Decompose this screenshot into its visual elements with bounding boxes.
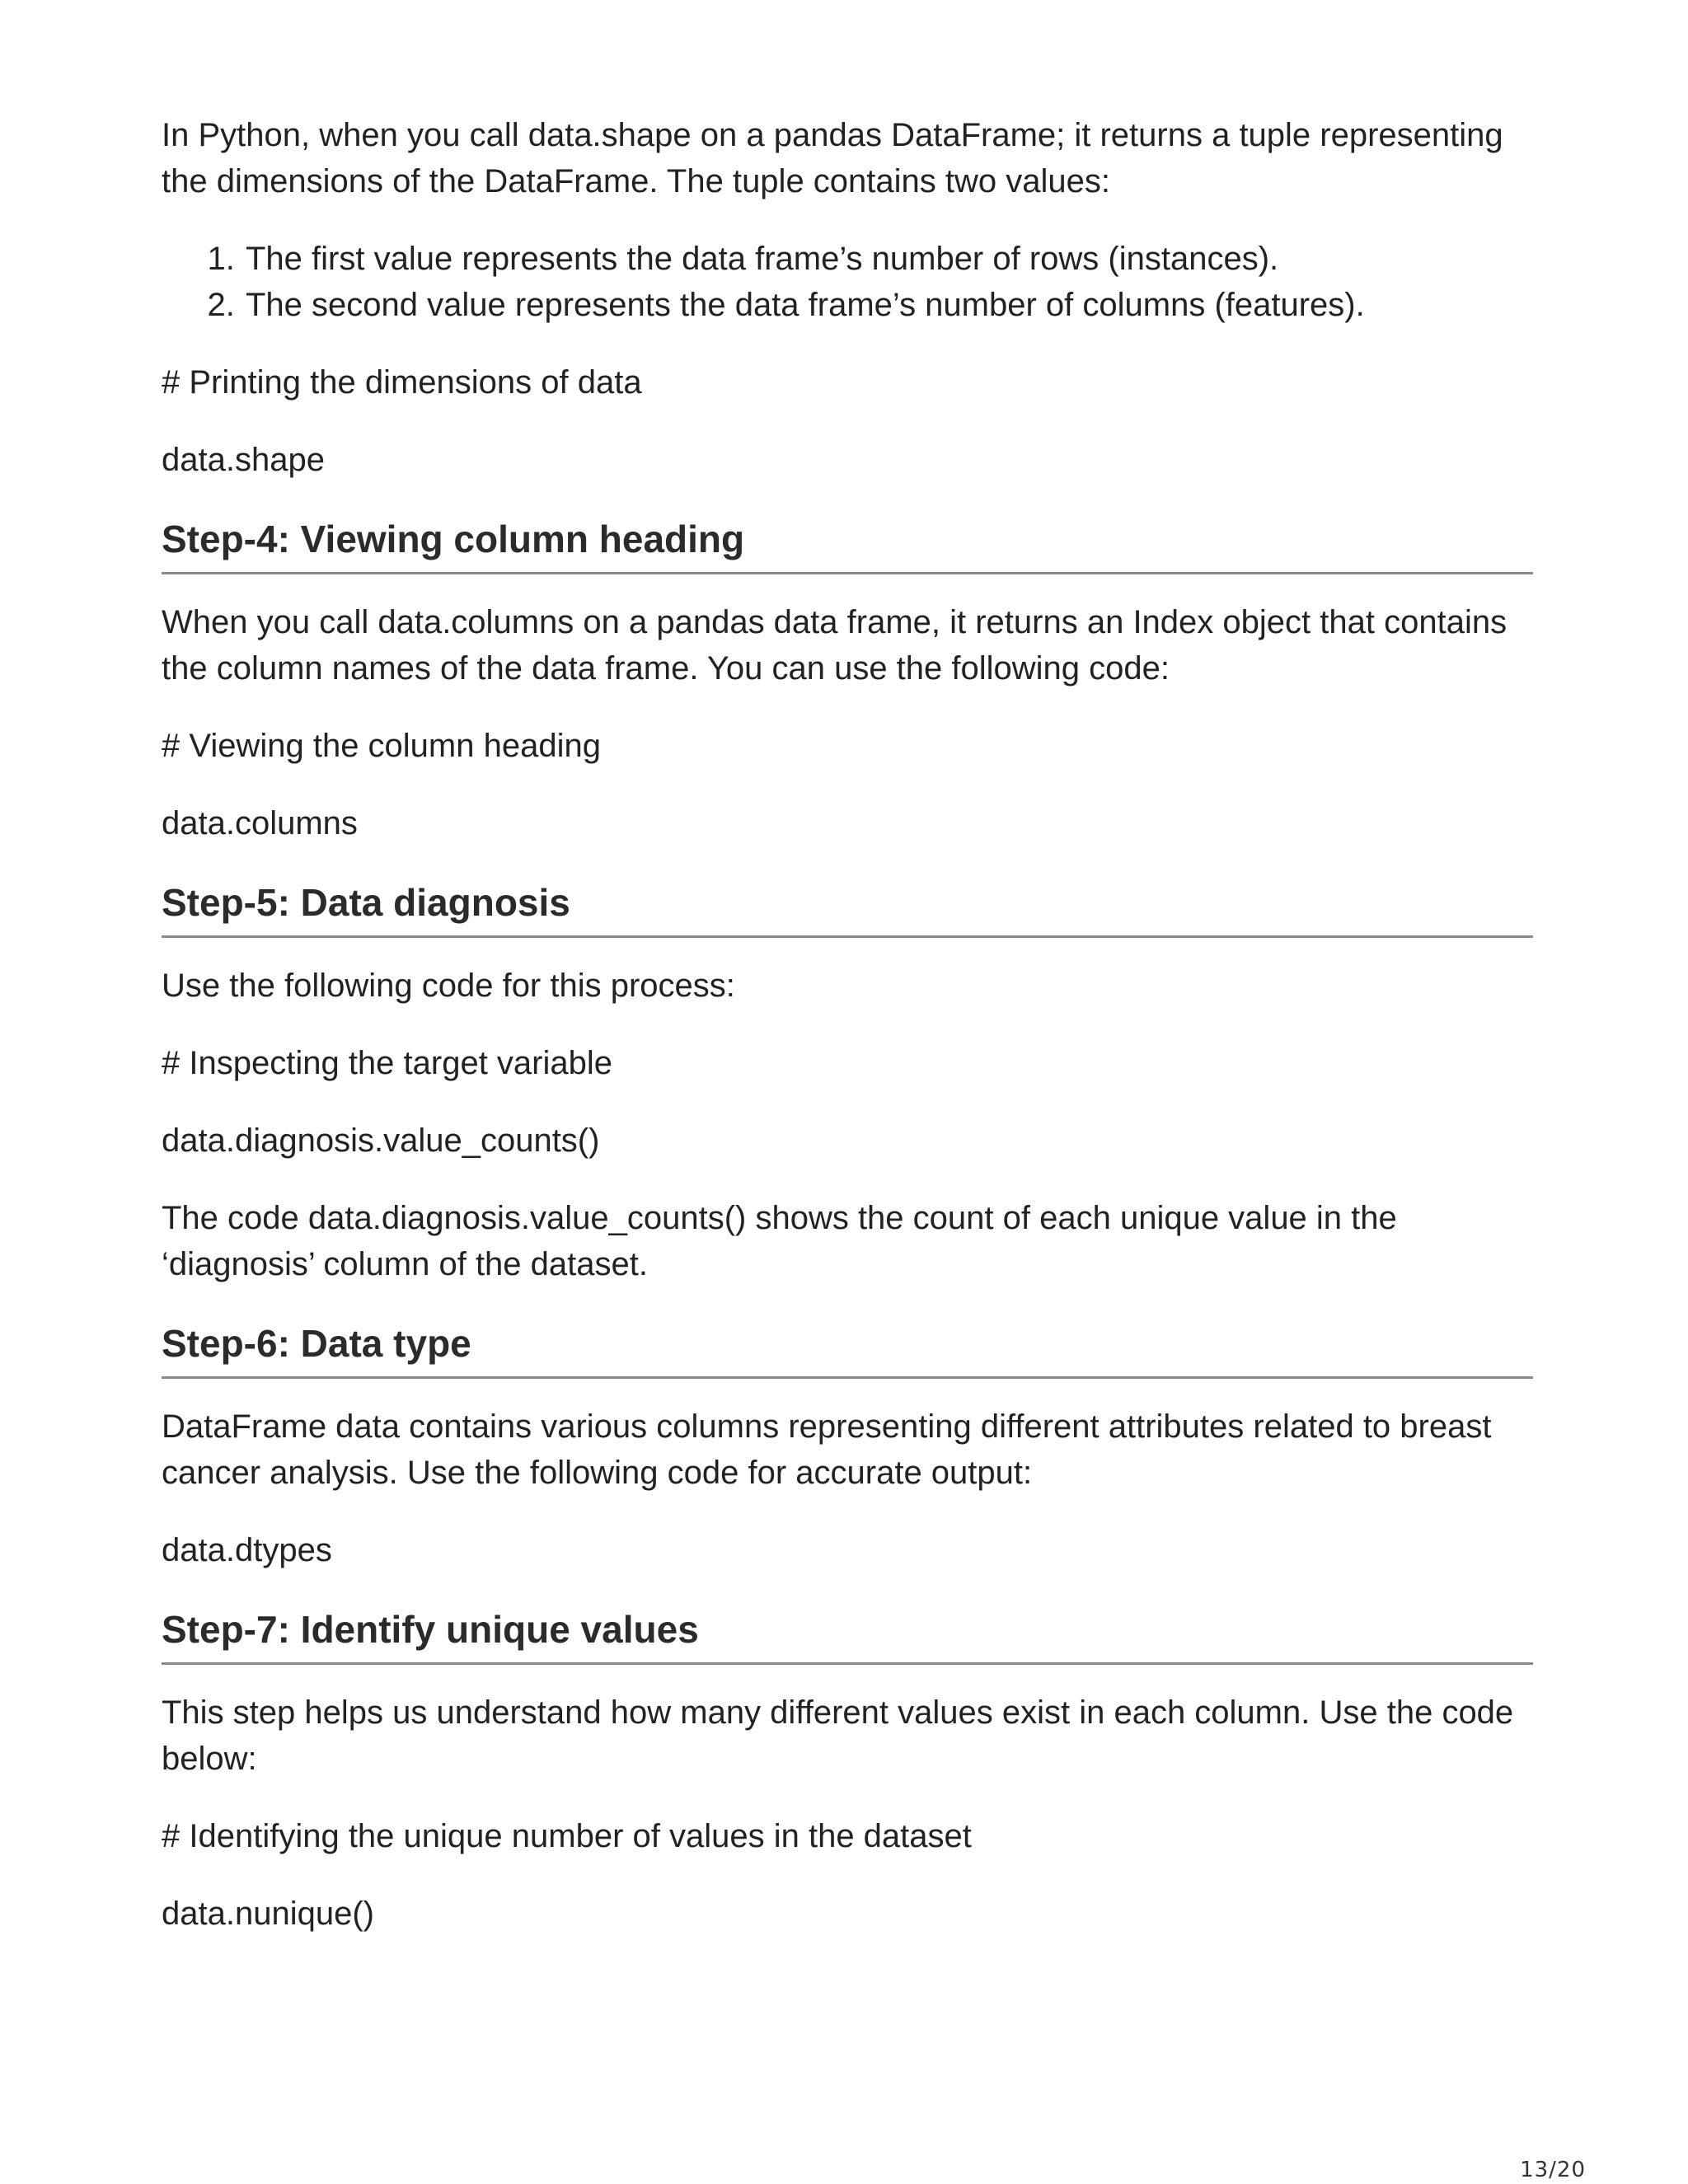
dimensions-list [162, 236, 1533, 328]
page-number: 13/20 [1520, 2158, 1586, 2182]
code-line: data.diagnosis.value_counts() [162, 1122, 600, 1159]
code-comment: # Inspecting the target variable [162, 1045, 613, 1081]
step-6-heading: Step-6: Data type [162, 1320, 1533, 1379]
code-line: data.columns [162, 805, 358, 841]
document-page [162, 112, 1533, 1937]
step-7-heading: Step-7: Identify unique values [162, 1606, 1533, 1665]
list-item: 2. The second value represents the data frame’s number of columns (features). [244, 282, 1533, 328]
list-item: 1. The first value represents the data frame’s number of rows (instances). [244, 236, 1533, 282]
intro-paragraph: In Python, when you call data.shape on a pandas DataFrame; it returns a tuple representing the dimensions of the DataFrame. The tuple contains two values: [162, 117, 1503, 199]
step-5-section [162, 879, 1533, 1287]
code-line: data.dtypes [162, 1532, 332, 1568]
step-6-paragraph: DataFrame data contains various columns representing different attributes related to breast cancer analysis. Use the following code for accurate output: [162, 1408, 1492, 1491]
step-4-heading: Step-4: Viewing column heading [162, 516, 1533, 574]
step-7-paragraph: This step helps us understand how many different values exist in each column. Use the code below: [162, 1694, 1514, 1777]
step-7-section [162, 1606, 1533, 1937]
code-comment: # Printing the dimensions of data [162, 364, 642, 401]
intro-section [162, 112, 1533, 483]
step-5-explanation: The code data.diagnosis.value_counts() shows the count of each unique value in the ‘diagnosis’ column of the dataset. [162, 1200, 1397, 1282]
code-comment: # Viewing the column heading [162, 728, 601, 764]
step-4-section [162, 516, 1533, 846]
code-comment: # Identifying the unique number of values in the dataset [162, 1818, 972, 1854]
step-6-section [162, 1320, 1533, 1573]
step-5-heading: Step-5: Data diagnosis [162, 879, 1533, 938]
step-4-paragraph: When you call data.columns on a pandas data frame, it returns an Index object that contains the column names of the data frame. You can use the following code: [162, 604, 1507, 687]
step-5-paragraph: Use the following code for this process: [162, 968, 735, 1004]
code-line: data.nunique() [162, 1896, 374, 1932]
code-line: data.shape [162, 442, 325, 478]
